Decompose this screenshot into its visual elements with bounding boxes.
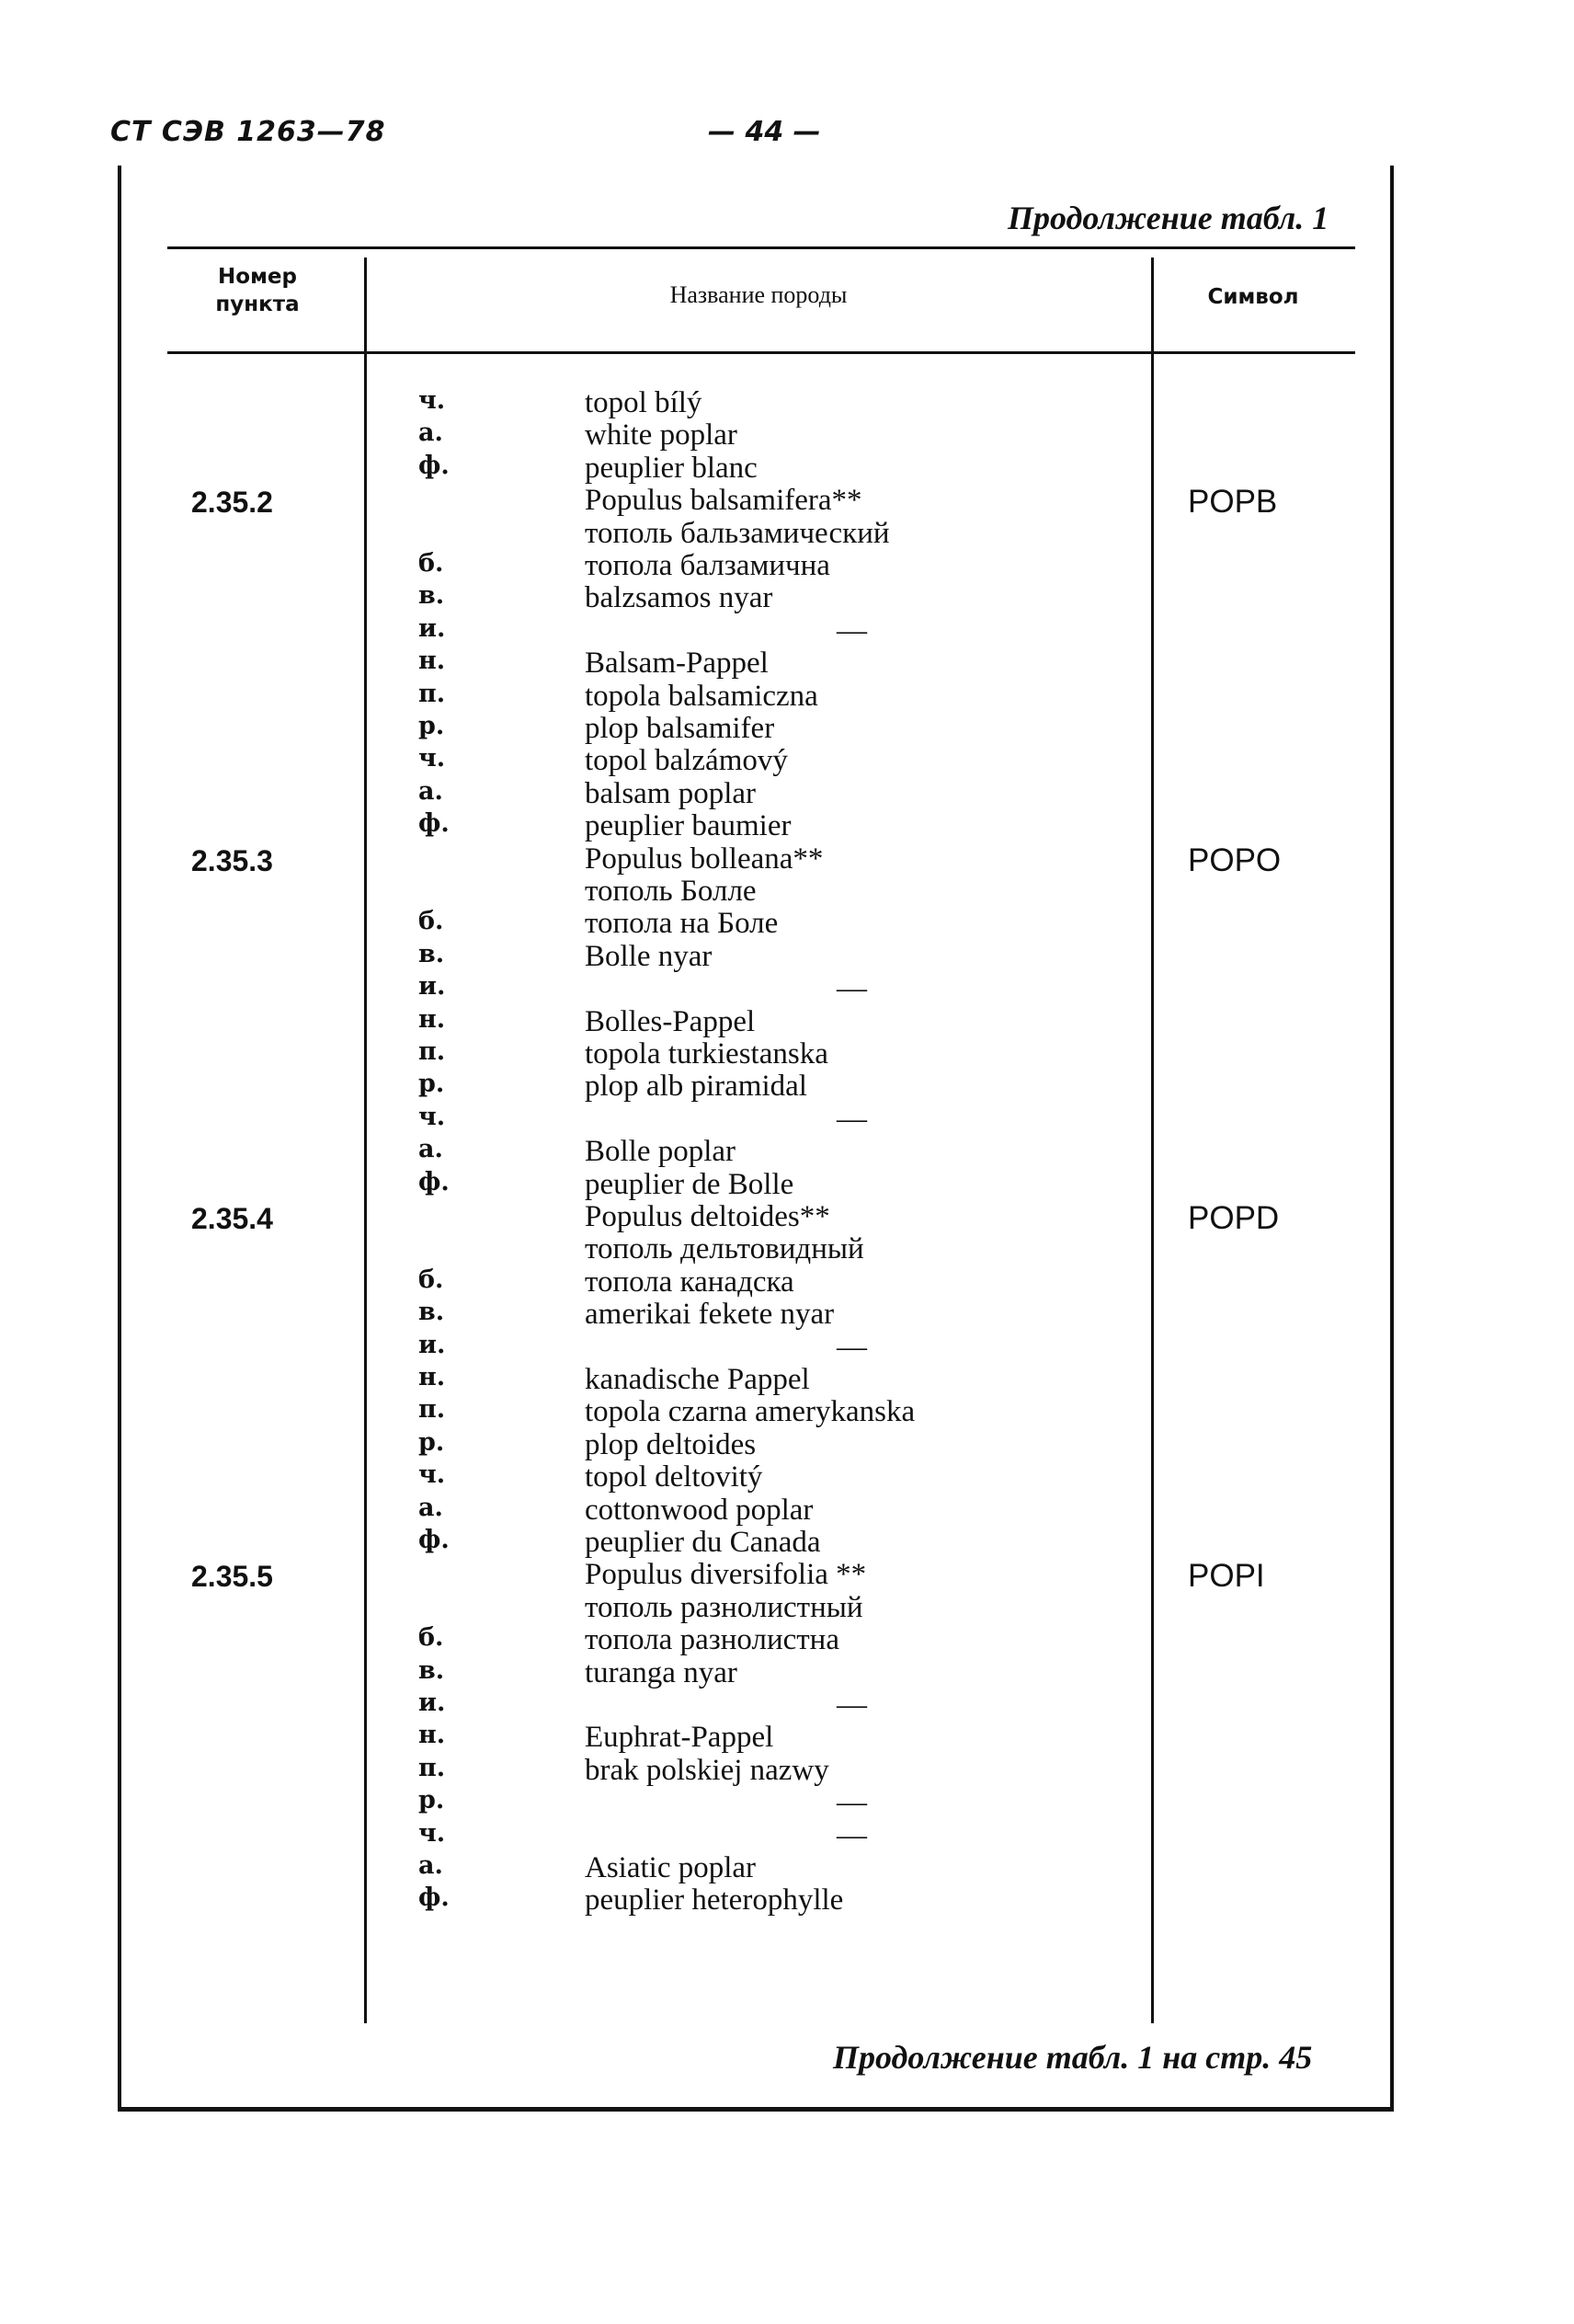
species-name: peuplier du Canada	[585, 1526, 821, 1559]
table-row	[0, 1591, 1574, 1624]
language-code: р.	[418, 1070, 445, 1098]
species-name: тополь разнолистный	[585, 1591, 863, 1624]
language-code: ф.	[418, 1526, 450, 1554]
table-row	[0, 1558, 1574, 1594]
table-row	[0, 1656, 1574, 1689]
table-row	[0, 1526, 1574, 1559]
column-header-name: Название породы	[669, 281, 848, 308]
column-header-number: Номер пункта	[215, 265, 300, 316]
species-name: amerikai fekete nyar	[585, 1298, 835, 1331]
table-row	[0, 614, 1574, 647]
column-header-symbol: Символ	[1207, 285, 1299, 309]
language-code: а.	[418, 777, 443, 806]
species-name: Bolle poplar	[585, 1135, 736, 1168]
table-row	[0, 1428, 1574, 1461]
table-row	[0, 1005, 1574, 1038]
language-code: р.	[418, 1786, 445, 1815]
language-code: ч.	[418, 1103, 446, 1131]
document-code: СТ СЭВ 1263—78	[110, 116, 386, 148]
entry-number: 2.35.5	[191, 1560, 273, 1593]
table-row	[0, 1851, 1574, 1884]
species-name: cottonwood poplar	[585, 1494, 814, 1527]
table-row	[0, 1070, 1574, 1103]
species-name: Asiatic poplar	[585, 1851, 757, 1884]
species-name: Bolles-Pappel	[585, 1005, 756, 1038]
table-row	[0, 842, 1574, 876]
table-row	[0, 972, 1574, 1005]
table-row	[0, 1395, 1574, 1428]
language-code: в.	[418, 1298, 445, 1326]
species-name: Populus deltoides**	[585, 1200, 830, 1233]
language-code: п.	[418, 1754, 446, 1782]
language-code: и.	[418, 1331, 446, 1359]
species-name: тополь дельтовидный	[585, 1232, 864, 1265]
language-code: а.	[418, 1851, 443, 1880]
species-name: plop deltoides	[585, 1428, 757, 1461]
table-row	[0, 1232, 1574, 1265]
language-code: п.	[418, 1037, 446, 1066]
entry-number: 2.35.3	[191, 844, 273, 877]
language-code: б.	[418, 549, 444, 578]
species-name: Populus diversifolia **	[585, 1558, 867, 1591]
table-row	[0, 1168, 1574, 1201]
table-caption-top: Продолжение табл. 1	[1008, 200, 1329, 236]
language-code: ч.	[418, 744, 446, 773]
table-row	[0, 712, 1574, 745]
table-caption-bottom: Продолжение табл. 1 на стр. 45	[833, 2039, 1313, 2076]
species-name-absent: —	[837, 1786, 867, 1819]
species-name: balsam poplar	[585, 777, 757, 810]
language-code: н.	[418, 1363, 446, 1391]
species-name-absent: —	[837, 614, 867, 647]
species-name: топола канадска	[585, 1265, 794, 1299]
header-bottom-rule	[167, 351, 1355, 354]
species-name: white poplar	[585, 418, 737, 452]
species-name: topola turkiestanska	[585, 1037, 828, 1070]
species-name: топола на Боле	[585, 907, 779, 940]
species-name: topola czarna amerykanska	[585, 1395, 916, 1428]
language-code: ч.	[418, 1819, 446, 1848]
table-row	[0, 1689, 1574, 1722]
table-row	[0, 1200, 1574, 1236]
species-name-absent: —	[837, 1331, 867, 1364]
table-row	[0, 1135, 1574, 1168]
table-row	[0, 1265, 1574, 1299]
species-name-absent: —	[837, 1103, 867, 1136]
entry-symbol: POPO	[1188, 842, 1282, 878]
table-row	[0, 581, 1574, 614]
entry-symbol: POPB	[1188, 484, 1278, 520]
language-code: ч.	[418, 386, 446, 415]
language-code: в.	[418, 581, 445, 610]
language-code: и.	[418, 972, 446, 1001]
species-name: balzsamos nyar	[585, 581, 773, 614]
table-row	[0, 809, 1574, 842]
table-row	[0, 1754, 1574, 1787]
table-row	[0, 1786, 1574, 1819]
table-row	[0, 744, 1574, 777]
table-row	[0, 1298, 1574, 1331]
entry-symbol: POPI	[1188, 1558, 1265, 1594]
species-name: Balsam-Pappel	[585, 647, 769, 680]
species-name: Euphrat-Pappel	[585, 1721, 774, 1754]
species-name: topol balzámový	[585, 744, 788, 777]
species-name: turanga nyar	[585, 1656, 737, 1689]
page-header	[0, 0, 1574, 184]
species-name: Bolle nyar	[585, 940, 713, 973]
species-name-absent: —	[837, 972, 867, 1005]
table-row	[0, 647, 1574, 680]
species-name: kanadische Pappel	[585, 1363, 810, 1396]
species-name: тополь Болле	[585, 875, 757, 908]
entry-symbol: POPD	[1188, 1200, 1280, 1236]
frame-bottom-border	[118, 2107, 1394, 2112]
table-row	[0, 1494, 1574, 1527]
table-row	[0, 680, 1574, 713]
table-row	[0, 907, 1574, 940]
language-code: ф.	[418, 809, 450, 838]
table-row	[0, 777, 1574, 810]
language-code: н.	[418, 1005, 446, 1034]
species-name: топола балзамична	[585, 549, 830, 582]
species-name: Populus balsamifera**	[585, 484, 862, 517]
language-code: ф.	[418, 452, 450, 480]
species-name: plop balsamifer	[585, 712, 775, 745]
page-number: — 44 —	[708, 116, 821, 148]
table-row	[0, 517, 1574, 550]
species-name: topol bílý	[585, 386, 702, 419]
language-code: ф.	[418, 1883, 450, 1912]
language-code: а.	[418, 1494, 443, 1522]
species-name: topola balsamiczna	[585, 680, 818, 713]
species-name: brak polskiej nazwy	[585, 1754, 829, 1787]
language-code: и.	[418, 1689, 446, 1717]
species-name: plop alb piramidal	[585, 1070, 807, 1103]
species-name: Populus bolleana**	[585, 842, 824, 876]
species-name: peuplier de Bolle	[585, 1168, 794, 1201]
header-top-rule	[167, 246, 1355, 249]
table-row	[0, 418, 1574, 452]
entry-number: 2.35.2	[191, 486, 273, 519]
language-code: п.	[418, 1395, 446, 1424]
language-code: р.	[418, 712, 445, 740]
language-code: ч.	[418, 1460, 446, 1489]
language-code: б.	[418, 1265, 444, 1294]
language-code: ф.	[418, 1168, 450, 1196]
table-row	[0, 1623, 1574, 1656]
table-row	[0, 1460, 1574, 1494]
language-code: п.	[418, 680, 446, 708]
species-name-absent: —	[837, 1819, 867, 1852]
language-code: в.	[418, 940, 445, 968]
species-name: тополь бальзамический	[585, 517, 890, 550]
table-row	[0, 940, 1574, 973]
species-name: топола разнолистна	[585, 1623, 839, 1656]
table-row	[0, 1331, 1574, 1364]
table-row	[0, 1883, 1574, 1917]
language-code: и.	[418, 614, 446, 643]
table-row	[0, 1103, 1574, 1136]
table-row	[0, 1363, 1574, 1396]
table-row	[0, 1819, 1574, 1852]
species-name: topol deltovitý	[585, 1460, 763, 1494]
language-code: р.	[418, 1428, 445, 1457]
species-name: peuplier baumier	[585, 809, 792, 842]
table-row	[0, 386, 1574, 419]
species-name: peuplier blanc	[585, 452, 758, 485]
language-code: а.	[418, 418, 443, 447]
language-code: а.	[418, 1135, 443, 1163]
language-code: н.	[418, 1721, 446, 1749]
table-row	[0, 549, 1574, 582]
entry-number: 2.35.4	[191, 1202, 273, 1235]
language-code: н.	[418, 647, 446, 675]
species-name-absent: —	[837, 1689, 867, 1722]
language-code: в.	[418, 1656, 445, 1685]
language-code: б.	[418, 907, 444, 935]
language-code: б.	[418, 1623, 444, 1652]
species-name: peuplier heterophylle	[585, 1883, 844, 1917]
table-row	[0, 1721, 1574, 1754]
table-row	[0, 1037, 1574, 1070]
table-row	[0, 452, 1574, 485]
table-row	[0, 484, 1574, 520]
table-row	[0, 875, 1574, 908]
